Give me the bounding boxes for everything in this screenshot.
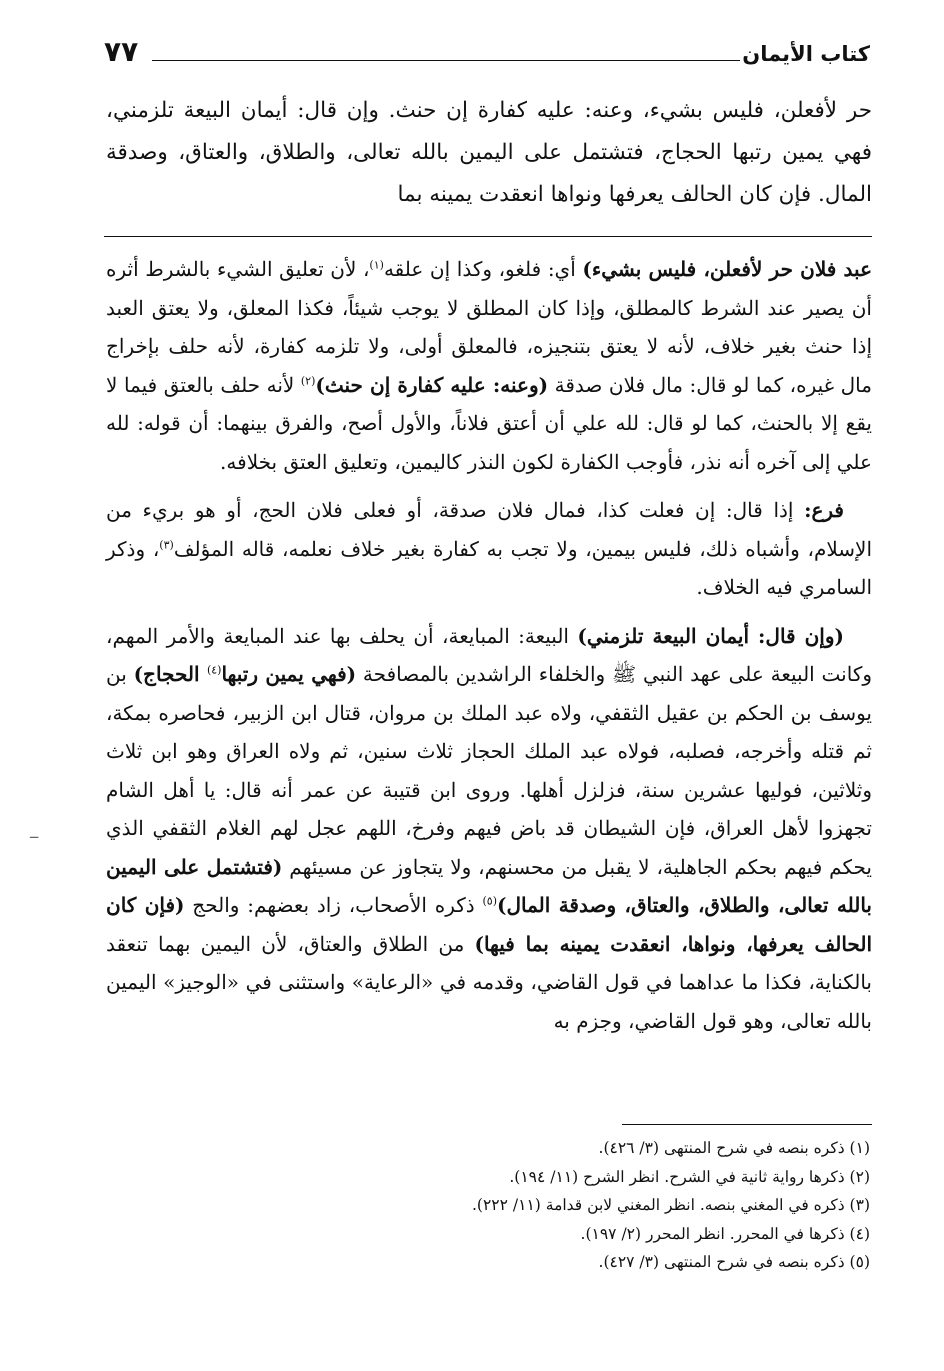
footnotes	[110, 1134, 870, 1277]
text-separator	[104, 236, 872, 237]
quoted-text: عبد فلان حر لأفعلن، فليس بشيء)	[582, 257, 873, 281]
quoted-text: (وعنه: عليه كفارة إن حنث)	[315, 372, 549, 397]
footnote: (٥) ذكره بنصه في شرح المنتهى (٣/ ٤٢٧).	[598, 1253, 870, 1271]
commentary-paragraph: فرع: إذا قال: إن فعلت كذا، فمال فلان صدقة، أو فعلى فلان الحج، أو هو بريء من الإسلام، وأشباه ذلك، فليس بيمين، ولا تجب به كفارة بغير خلاف نعلمه، قاله المؤلف$^{(٣)}$، وذكر السامري فيه الخلاف.	[106, 498, 873, 599]
quoted-text: (فتشتمل على اليمين بالله تعالى، والطلاق، والعتاق، وصدقة المال)	[106, 854, 872, 917]
quoted-text: الحجاج)	[133, 662, 207, 686]
commentary	[106, 250, 872, 1050]
footnote: (٤) ذكرها في المحرر. انظر المحرر (٢/ ١٩٧).	[580, 1224, 870, 1243]
commentary-paragraph: عبد فلان حر لأفعلن، فليس بشيء) أي: فلغو، وكذا إن علقه$^{(١)}$، لأن تعليق الشيء بالشرط أثره أن يصير عند الشرط كالمطلق، وإذا كان المطلق لا يوجب شيئاً، فكذا المعلق، ولا يعتق العبد إذا حنث بغير خلاف، لأنه لا يعتق بتنجيزه، فالمعلق أولى، ولا تلزمه كفارة، لأنه حلف بإخراج مال غيره، كما لو قال: مال فلان صدقة (وعنه: عليه كفارة إن حنث)$^{(٢)}$ لأنه حلف بالعتق فيما لا يقع إلا بالحنث، كما لو قال: لله علي أن أعتق فلاناً، والأول أصح، والفرق بينهما: أن قوله: لله علي إلى آخره أنه نذر، فأوجب الكفارة لكون النذر كاليمين، وتعليق العتق بخلافه.	[106, 257, 873, 474]
margin-mark: ـ‍ـ	[30, 826, 39, 842]
commentary-paragraph: (وإن قال: أيمان البيعة تلزمني) البيعة: المبايعة، أن يحلف بها عند المبايعة والأمر المهم، وكانت البيعة على عهد النبي ﷺ والخلفاء الراشدين بالمصافحة (فهي يمين رتبها$^{(٤)}$ الحجاج) بن يوسف بن الحكم بن عقيل الثقفي، ولاه عبد الملك بن مروان، قتال ابن الزبير، فحاصره بمكة، ثم قتله وأخرجه، فصلبه، فولاه عبد الملك الحجاز ثلاث سنين، ثم ولاه العراق وهو ابن ثلاث وثلاثين، فوليها عشرين سنة، فزلزل أهلها. وروى ابن قتيبة عن عمر أنه قال: يا أهل الشام تجهزوا لأهل العراق، فإن الشيطان قد باض فيهم وفرخ، اللهم عجل لهم الغلام الثقفي الذي يحكم فيهم بحكم الجاهلية، لا يقبل من محسنهم، ولا يتجاوز عن مسيئهم (فتشتمل على اليمين بالله تعالى، والطلاق، والعتاق، وصدقة المال)$^{(٥)}$ ذكره الأصحاب، زاد بعضهم: والحج (فإن كان الحالف يعرفها، ونواها، انعقدت يمينه بما فيها) من الطلاق والعتاق، لأن اليمين بهما تنعقد بالكناية، فكذا ما عداهما في قول القاضي، وقدمه في «الرعاية» واستثنى في «الوجيز» اليمين بالله تعالى، وهو قول القاضي، وجزم به	[106, 623, 872, 1033]
quoted-text: (وإن قال: أيمان البيعة تلزمني)	[577, 623, 844, 648]
footnote-ref: (٢)	[300, 373, 316, 387]
section-label: فرع:	[804, 498, 844, 522]
footnote-ref: (٤)	[206, 663, 222, 677]
chapter-title: كتاب الأيمان	[742, 42, 870, 66]
running-header	[104, 34, 870, 74]
footnote-ref: (١)	[369, 258, 384, 272]
footnote: (١) ذكره بنصه في شرح المنتهى (٣/ ٤٢٦).	[598, 1139, 870, 1157]
footnote: (٢) ذكرها رواية ثانية في الشرح. انظر الشرح (١١/ ١٩٤).	[509, 1167, 870, 1186]
page-number: ٧٧	[104, 35, 139, 68]
footnote-ref: (٥)	[482, 894, 497, 908]
footnote-ref: (٣)	[159, 537, 174, 551]
header-rule	[152, 60, 740, 61]
footnote: (٣) ذكره في المغني بنصه. انظر المغني لابن قدامة (١١/ ٢٢٢).	[472, 1196, 870, 1214]
footnote-separator	[622, 1124, 872, 1125]
quoted-text: (فإن كان الحالف يعرفها، ونواها، انعقدت يمينه بما فيها)	[106, 893, 872, 956]
quoted-text: (فهي يمين رتبها	[221, 662, 357, 686]
main-text: حر لأفعلن، فليس بشيء، وعنه: عليه كفارة إن حنث. وإن قال: أيمان البيعة تلزمني، فهي يمين رتبها الحجاج، فتشتمل على اليمين بالله تعالى، والطلاق، والعتاق، وصدقة المال. فإن كان الحالف يعرفها ونواها انعقدت يمينه بما	[106, 98, 872, 207]
